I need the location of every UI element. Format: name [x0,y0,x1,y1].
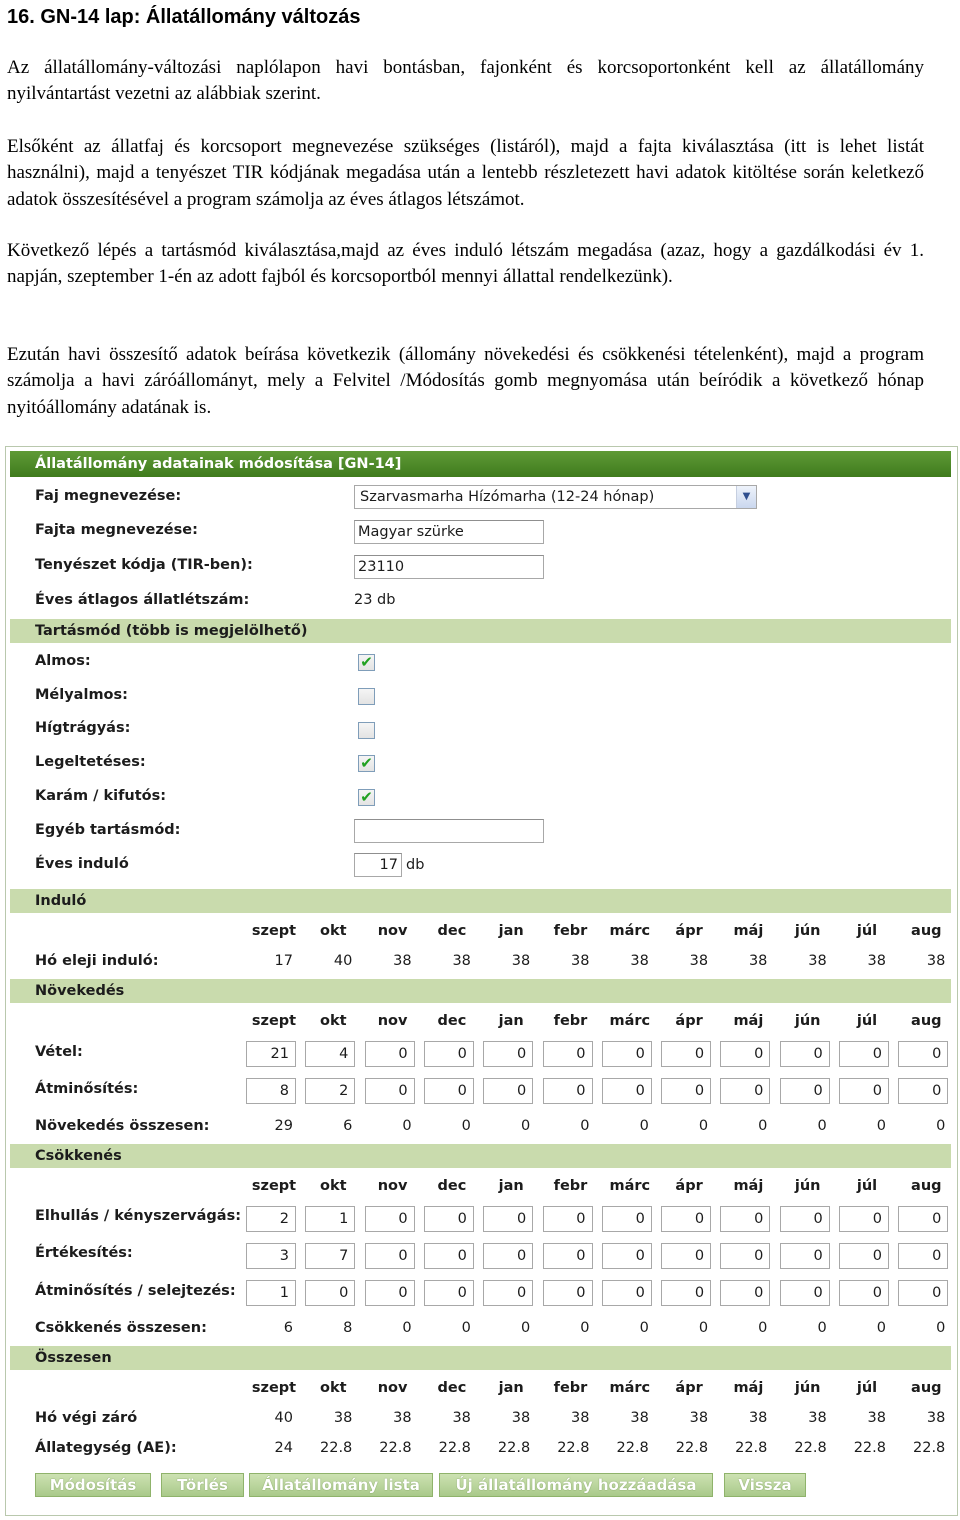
reclass-in-input[interactable]: 0 [839,1078,889,1104]
keeping-label-melyalmos: Mélyalmos: [35,687,128,703]
month-start-value: 38 [926,953,946,969]
animal-unit-value: 22.8 [557,1440,590,1456]
increase-total-value: 0 [817,1118,827,1134]
month-header: jan [498,923,524,939]
month-header: dec [437,1380,467,1396]
month-header: ápr [675,1380,703,1396]
animal-unit-value: 22.8 [320,1440,353,1456]
animal-unit-value: 22.8 [794,1440,827,1456]
month-end-value: 38 [748,1410,768,1426]
increase-total-value: 0 [520,1118,531,1134]
culling-input[interactable]: 0 [483,1280,533,1306]
decrease-total-value: 0 [520,1320,531,1336]
livestock-edit-form [5,446,958,1516]
month-header: ápr [675,1178,703,1194]
keeping-label-almos: Almos: [35,653,91,669]
sales-input[interactable]: 0 [483,1243,533,1269]
reclass-in-input[interactable]: 8 [246,1078,296,1104]
increase-total-value: 29 [274,1118,293,1134]
breed-input[interactable]: Magyar szürke [354,520,544,544]
month-start-value: 38 [748,953,768,969]
month-end-value: 38 [333,1410,353,1426]
decrease-total-value: 0 [758,1320,768,1336]
month-header: aug [911,1178,942,1194]
decrease-total-value: 0 [936,1320,946,1336]
culling-input[interactable]: 1 [246,1280,296,1306]
month-header: okt [320,923,347,939]
intro-paragraph: Az állatállomány-változási naplólapon havi bontásban, fajonként és korcsoportonként kell az állatállomány nyilvántartást vezetni az alábbiak szerint. [7,57,924,105]
checkmark-icon: ✔ [360,754,373,772]
purchase-input[interactable]: 0 [424,1041,474,1067]
species-paragraph: Elsőként az állatfaj és korcsoport megnevezése szükséges (listáról), majd a fajta kiválasztása (itt is lehet listát használni), majd a tenyészet TIR kódjának megadása után a lentebb részletezett havi adatok kitöltése során keletkező adatok összesítésével a program számolja az éves átlagos létszámot. [7,136,924,210]
monthly-paragraph: Ezután havi összesítő adatok beírása következik (állomány növekedési és csökkenési tételenként), majd a program számolja a havi záróállományt, mely a Felvitel /Módosítás gomb megnyomása után beíródik a következő hónap nyitóállomány adatának is. [7,344,924,418]
sales-input[interactable]: 0 [602,1243,652,1269]
mortality-input[interactable]: 0 [365,1206,415,1232]
decrease-total-value: 0 [402,1320,412,1336]
month-start-value: 38 [571,953,590,969]
checkbox-melyalmos[interactable] [358,688,375,705]
increase-total-value: 6 [343,1118,353,1134]
month-end-label: Hó végi záró [35,1410,138,1426]
purchase-input[interactable]: 0 [543,1041,593,1067]
keeping-label-higtragyas: Hígtrágyás: [35,720,131,736]
month-start-label: Hó eleji induló: [35,953,159,969]
reclass-in-input[interactable]: 2 [305,1078,355,1104]
month-start-value: 38 [511,953,531,969]
month-header: dec [437,923,467,939]
species-value: Szarvasmarha Hízómarha (12-24 hónap) [360,489,655,505]
month-header: máj [733,1178,764,1194]
decrease-total-value: 0 [876,1320,886,1336]
totals-heading: Összesen [10,1346,951,1370]
purchase-input[interactable]: 0 [661,1041,711,1067]
mortality-input[interactable]: 0 [543,1206,593,1232]
month-header: okt [320,1178,347,1194]
checkmark-icon: ✔ [360,653,373,671]
decrease-total-label: Csökkenés összesen: [35,1320,207,1336]
purchase-input[interactable]: 21 [246,1041,296,1067]
month-header: jan [498,1380,524,1396]
purchase-input[interactable]: 0 [898,1041,948,1067]
form-title: Állatállomány adatainak módosítása [GN-14] [10,451,951,477]
purchase-label: Vétel: [35,1044,83,1060]
month-end-value: 38 [808,1410,827,1426]
culling-input[interactable]: 0 [661,1280,711,1306]
month-header: máj [733,923,764,939]
checkbox-karam[interactable] [358,789,375,806]
increase-heading: Növekedés [10,979,951,1003]
increase-total-value: 0 [461,1118,471,1134]
herd-code-input[interactable]: 23110 [354,555,544,579]
sales-input[interactable]: 0 [780,1243,830,1269]
purchase-input[interactable]: 4 [305,1041,355,1067]
month-end-value: 40 [274,1410,293,1426]
month-end-value: 38 [689,1410,709,1426]
month-header: febr [553,1178,588,1194]
reclass-in-label: Átminősítés: [35,1081,139,1097]
increase-total-value: 0 [580,1118,590,1134]
month-start-value: 17 [274,953,293,969]
mortality-input[interactable]: 0 [839,1206,889,1232]
month-header: febr [553,1380,588,1396]
sales-input[interactable]: 0 [898,1243,948,1269]
mortality-input[interactable]: 0 [602,1206,652,1232]
month-start-value: 38 [630,953,649,969]
annual-start-unit: db [406,857,425,873]
animal-unit-value: 22.8 [853,1440,886,1456]
breed-label: Fajta megnevezése: [35,522,198,538]
month-header: márc [609,1380,651,1396]
month-header: jan [498,1013,524,1029]
delete-button[interactable]: Törlés [161,1473,244,1497]
purchase-input[interactable]: 0 [839,1041,889,1067]
other-keeping-label: Egyéb tartásmód: [35,822,181,838]
month-end-value: 38 [571,1410,590,1426]
month-start-value: 40 [333,953,353,969]
month-header: márc [609,1178,651,1194]
reclass-in-input[interactable]: 0 [780,1078,830,1104]
mortality-label: Elhullás / kényszervágás: [35,1208,242,1224]
month-header: okt [320,1013,347,1029]
animal-unit-value: 24 [274,1440,293,1456]
checkbox-almos[interactable] [358,654,375,671]
month-end-value: 38 [926,1410,946,1426]
section-heading: 16. GN-14 lap: Állatállomány változás [7,6,361,28]
modify-button[interactable]: Módosítás [35,1473,151,1497]
month-end-value: 38 [867,1410,886,1426]
annual-start-label: Éves induló [35,856,129,872]
month-header: febr [553,1013,588,1029]
month-header: máj [733,1013,764,1029]
sales-label: Értékesítés: [35,1245,133,1261]
species-label: Faj megnevezése: [35,488,182,504]
increase-total-value: 0 [639,1118,649,1134]
reclass-in-input[interactable]: 0 [602,1078,652,1104]
month-header: nov [377,1178,408,1194]
month-header: nov [377,923,408,939]
culling-input[interactable]: 0 [602,1280,652,1306]
month-header: júl [856,1013,878,1029]
sales-input[interactable]: 0 [424,1243,474,1269]
decrease-total-value: 8 [343,1320,353,1336]
month-header: márc [609,1013,651,1029]
month-header: máj [733,1380,764,1396]
month-start-value: 38 [867,953,886,969]
month-header: dec [437,1178,467,1194]
species-select[interactable] [354,485,757,509]
month-header: szept [251,1013,297,1029]
culling-input[interactable]: 0 [543,1280,593,1306]
month-header: jún [794,1178,821,1194]
decrease-total-value: 6 [283,1320,293,1336]
month-end-value: 38 [393,1410,412,1426]
reclass-in-input[interactable]: 0 [661,1078,711,1104]
culling-label: Átminősítés / selejtezés: [35,1283,236,1299]
reclass-in-input[interactable]: 0 [483,1078,533,1104]
month-header: okt [320,1380,347,1396]
average-count-label: Éves átlagos állatlétszám: [35,592,250,608]
culling-input[interactable]: 0 [780,1280,830,1306]
increase-total-value: 0 [698,1118,709,1134]
purchase-input[interactable]: 0 [483,1041,533,1067]
chevron-down-icon[interactable]: ▼ [736,486,756,508]
month-header: jún [794,1013,821,1029]
month-header: júl [856,923,878,939]
culling-input[interactable]: 0 [305,1280,355,1306]
increase-total-value: 0 [402,1118,412,1134]
mortality-input[interactable]: 0 [483,1206,533,1232]
animal-unit-value: 22.8 [913,1440,946,1456]
add-livestock-button[interactable]: Új állatállomány hozzáadása [439,1473,713,1497]
month-header: ápr [675,1013,703,1029]
culling-input[interactable]: 0 [839,1280,889,1306]
month-header: aug [911,1013,942,1029]
month-header: febr [553,923,588,939]
month-header: júl [856,1178,878,1194]
animal-unit-label: Állategység (AE): [35,1440,177,1456]
month-header: jún [794,1380,821,1396]
reclass-in-input[interactable]: 0 [365,1078,415,1104]
annual-start-input[interactable]: 17 [354,853,402,877]
sales-input[interactable]: 0 [839,1243,889,1269]
mortality-input[interactable]: 0 [898,1206,948,1232]
keeping-heading: Tartásmód (több is megjelölhető) [10,619,951,643]
other-keeping-input[interactable] [354,819,544,843]
month-header: aug [911,1380,942,1396]
month-end-value: 38 [452,1410,471,1426]
purchase-input[interactable]: 0 [780,1041,830,1067]
animal-unit-value: 22.8 [379,1440,412,1456]
culling-input[interactable]: 0 [365,1280,415,1306]
keeping-paragraph: Következő lépés a tartásmód kiválasztása,majd az éves induló létszám megadása (azaz, hogy a gazdálkodási év 1. napján, szeptember 1-én az adott fajból és korcsoportból mennyi állattal rendelkezünk). [7,240,924,288]
mortality-input[interactable]: 0 [780,1206,830,1232]
month-header: szept [251,1178,297,1194]
month-header: szept [251,1380,297,1396]
month-start-value: 38 [808,953,827,969]
animal-unit-value: 22.8 [675,1440,709,1456]
average-count-value: 23 db [354,592,396,608]
decrease-total-value: 0 [461,1320,471,1336]
month-end-value: 38 [511,1410,531,1426]
month-header: márc [609,923,651,939]
decrease-total-value: 0 [698,1320,709,1336]
month-header: aug [911,923,942,939]
decrease-total-value: 0 [580,1320,590,1336]
animal-unit-value: 22.8 [735,1440,768,1456]
animal-unit-value: 22.8 [497,1440,531,1456]
keeping-label-karam: Karám / kifutós: [35,788,167,804]
reclass-in-input[interactable]: 0 [898,1078,948,1104]
month-header: szept [251,923,297,939]
month-header: jún [794,923,821,939]
mortality-input[interactable]: 2 [246,1206,296,1232]
mortality-input[interactable]: 0 [661,1206,711,1232]
month-header: nov [377,1380,408,1396]
increase-total-label: Növekedés összesen: [35,1118,210,1134]
mortality-input[interactable]: 1 [305,1206,355,1232]
decrease-total-value: 0 [817,1320,827,1336]
decrease-total-value: 0 [639,1320,649,1336]
month-header: dec [437,1013,467,1029]
increase-total-value: 0 [758,1118,768,1134]
start-heading: Induló [10,889,951,913]
culling-input[interactable]: 0 [898,1280,948,1306]
month-start-value: 38 [393,953,412,969]
livestock-list-button[interactable]: Állatállomány lista [249,1473,433,1497]
animal-unit-value: 22.8 [616,1440,649,1456]
purchase-input[interactable]: 0 [602,1041,652,1067]
month-start-value: 38 [452,953,471,969]
animal-unit-value: 22.8 [438,1440,471,1456]
increase-total-value: 0 [936,1118,946,1134]
month-header: nov [377,1013,408,1029]
checkbox-legelteteses[interactable] [358,755,375,772]
reclass-in-input[interactable]: 0 [424,1078,474,1104]
reclass-in-input[interactable]: 0 [543,1078,593,1104]
culling-input[interactable]: 0 [720,1280,770,1306]
herd-code-label: Tenyészet kódja (TIR-ben): [35,557,253,573]
month-header: ápr [675,923,703,939]
checkmark-icon: ✔ [360,788,373,806]
decrease-heading: Csökkenés [10,1144,951,1168]
sales-input[interactable]: 0 [661,1243,711,1269]
keeping-label-legelteteses: Legeltetéses: [35,754,146,770]
culling-input[interactable]: 0 [424,1280,474,1306]
purchase-input[interactable]: 0 [720,1041,770,1067]
sales-input[interactable]: 0 [543,1243,593,1269]
month-start-value: 38 [689,953,709,969]
checkbox-higtragyas[interactable] [358,722,375,739]
sales-input[interactable]: 7 [305,1243,355,1269]
purchase-input[interactable]: 0 [365,1041,415,1067]
mortality-input[interactable]: 0 [720,1206,770,1232]
reclass-in-input[interactable]: 0 [720,1078,770,1104]
increase-total-value: 0 [876,1118,886,1134]
back-button[interactable]: Vissza [724,1473,806,1497]
month-header: júl [856,1380,878,1396]
month-end-value: 38 [630,1410,649,1426]
sales-input[interactable]: 3 [246,1243,296,1269]
sales-input[interactable]: 0 [720,1243,770,1269]
mortality-input[interactable]: 0 [424,1206,474,1232]
sales-input[interactable]: 0 [365,1243,415,1269]
month-header: jan [498,1178,524,1194]
